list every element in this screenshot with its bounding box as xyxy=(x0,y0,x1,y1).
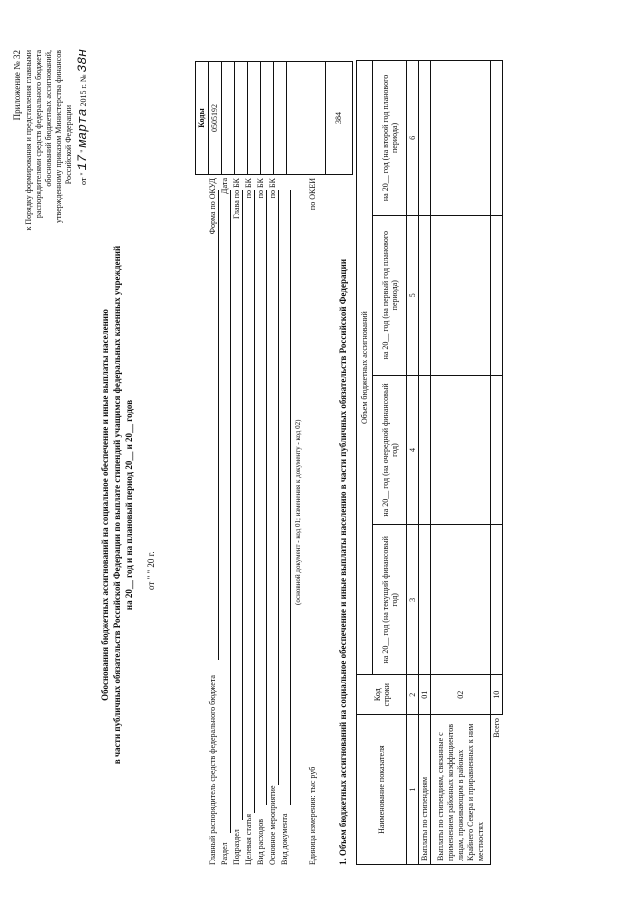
label-okud: Форма по ОКУД xyxy=(208,178,217,235)
row-cell xyxy=(431,215,491,375)
appendix-line-2: распорядителями средств федерального бюджета xyxy=(34,50,43,219)
col-number: 5 xyxy=(407,215,419,375)
appendix-line-5: Российской Федерации xyxy=(64,105,73,185)
total-label: Всего xyxy=(491,715,503,865)
unit-value: тыс руб xyxy=(308,766,317,793)
code-razdel xyxy=(248,62,261,174)
col-number: 4 xyxy=(407,375,419,525)
field-podrazdel-label: Подраздел xyxy=(232,829,241,865)
row-label: Выплаты по стипендиям xyxy=(419,715,431,865)
field-podrazdel-line xyxy=(242,190,243,820)
unit-label: Единица измерения: xyxy=(308,795,317,865)
code-okei: 384 xyxy=(334,112,343,124)
section-1-title: 1. Объем бюджетных ассигнований на социальное обеспечение и иные выплаты населению в части публичных обязательств Российской Федерации xyxy=(338,258,348,865)
col-number: 6 xyxy=(407,61,419,216)
label-okei: по ОКЕИ xyxy=(308,178,317,211)
col-header-current-year: на 20__ год (на текущий финансовый год) xyxy=(373,525,407,675)
field-vid-dokumenta-label: Вид документа xyxy=(280,813,289,865)
field-vid-rashodov-label: Вид расходов xyxy=(256,819,265,865)
title-line-3: на 20__ год и на плановый период 20__ и 20__ годов xyxy=(124,399,134,611)
appendix-number: Приложение № 32 xyxy=(12,50,22,121)
title-line-1: Обоснования бюджетных ассигнований на социальное обеспечение и иные выплаты населению xyxy=(100,309,110,701)
code-blank xyxy=(287,62,326,174)
label-date: Дата xyxy=(220,178,229,194)
handwritten-month: марта xyxy=(75,108,90,148)
label-statya-bk: по БК xyxy=(268,178,277,199)
col-number: 2 xyxy=(407,675,419,715)
handwritten-day: 17 xyxy=(75,154,90,171)
appendix-line-4: утвержденному приказом Министерства финансов xyxy=(54,50,63,224)
field-razdel-line xyxy=(230,190,231,833)
row-cell xyxy=(431,375,491,525)
total-cell xyxy=(491,375,503,525)
field-manager-line xyxy=(218,190,219,660)
field-vid-rashodov-line xyxy=(266,190,267,805)
label-razdel-bk: по БК xyxy=(244,178,253,199)
budget-table xyxy=(356,60,503,865)
col-header-first-plan-year: на 20__ год (на первый год планового периода) xyxy=(373,215,407,375)
codes-box xyxy=(195,61,353,175)
row-cell xyxy=(419,375,431,525)
total-cell xyxy=(491,61,503,216)
row-code: 02 xyxy=(431,675,491,715)
total-code: 10 xyxy=(491,675,503,715)
title-line-2: в части публичных обязательств Российской Федерации по выплате стипендий учащимся федеральных казенных учреждений xyxy=(112,245,122,765)
col-number: 3 xyxy=(407,525,419,675)
col-header-code: Код строки xyxy=(357,675,407,715)
field-statya-line xyxy=(254,190,255,813)
handwritten-number: 38н xyxy=(75,49,90,73)
doc-type-note: (основной документ - код 01; изменения к документу - код 02) xyxy=(294,419,302,605)
field-statya-label: Целевая статья xyxy=(244,813,253,865)
field-razdel-label: Раздел xyxy=(220,842,229,865)
col-header-group: Объем бюджетных ассигнований xyxy=(357,61,373,675)
col-header-name: Наименование показателя xyxy=(357,715,407,865)
row-cell xyxy=(431,61,491,216)
col-number: 1 xyxy=(407,715,419,865)
appendix-line-1: к Порядку формирования и представления главными xyxy=(24,50,33,231)
row-cell xyxy=(419,525,431,675)
date-from-line: от " " 20 г. xyxy=(146,551,156,590)
row-cell xyxy=(419,61,431,216)
col-header-second-plan-year: на 20__ год (на второй год планового периода) xyxy=(373,61,407,216)
field-meropriyatie-label: Основное мероприятие xyxy=(268,785,277,865)
code-podrazdel xyxy=(261,62,274,174)
field-manager-label: Главный распорядитель средств федерального бюджета xyxy=(208,675,217,865)
code-cel-statya xyxy=(274,62,287,174)
appendix-line-3: обоснований бюджетных ассигнований, xyxy=(44,50,53,187)
field-meropriyatie-line xyxy=(278,190,279,785)
row-cell xyxy=(419,215,431,375)
label-podrazdel-bk: по БК xyxy=(256,178,265,199)
row-label: Выплаты по стипендиям, связанные с применением районных коэффициентов лицам, проживающим в районах Крайнего Севера и приравненных к ним местностях xyxy=(431,715,491,865)
codes-header: Коды xyxy=(196,62,209,174)
field-vid-dokumenta-line xyxy=(290,190,291,805)
code-okud: 0505192 xyxy=(209,62,222,174)
code-date xyxy=(222,62,235,174)
appendix-date-line: от " 17 " марта 2015 г. № 38н xyxy=(75,49,90,185)
row-cell xyxy=(431,525,491,675)
total-cell xyxy=(491,525,503,675)
row-code: 01 xyxy=(419,675,431,715)
label-glava: Глава по БК xyxy=(232,178,241,219)
code-glava xyxy=(235,62,248,174)
total-cell xyxy=(491,215,503,375)
col-header-next-year: на 20__ год (на очередной финансовый год) xyxy=(373,375,407,525)
